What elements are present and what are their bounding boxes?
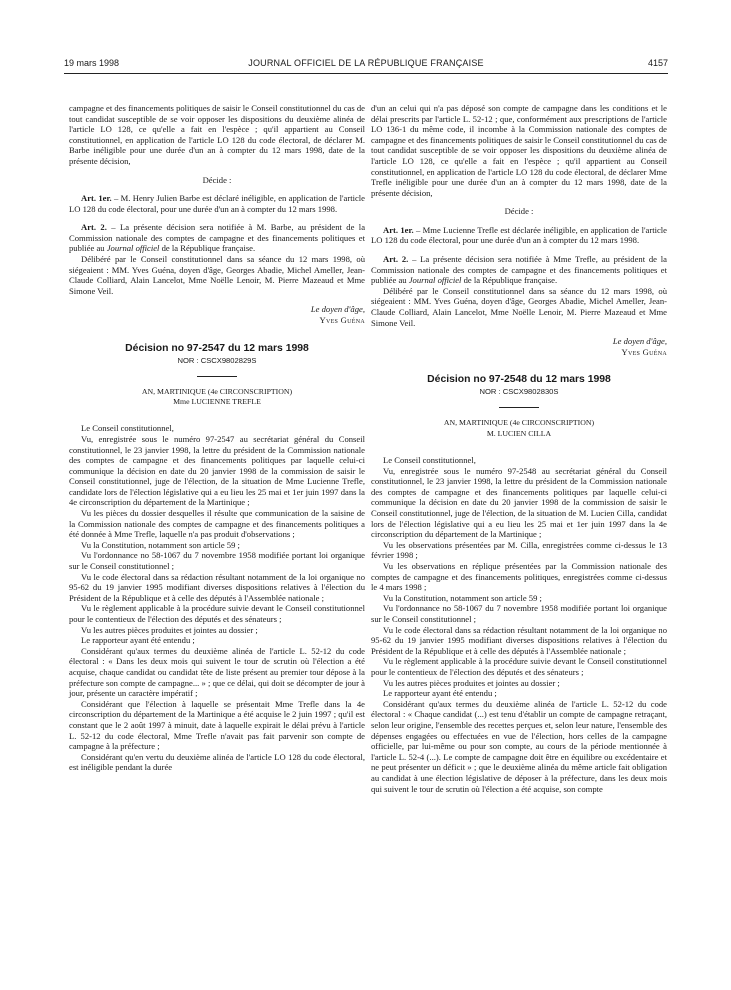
body-paragraph: Considérant que l'élection à laquelle se présentait Mme Trefle dans la 4e circonscription du département de la Martinique a été acquise le 2 juin 1997 ; qu'il est constant que le 2 août 1997 à minuit, date à laquelle expirait le délai prévu à l'article L. 52-12 du code électoral, Mme Trefle n'avait pas fait parvenir son compte de campagne à la préfecture ; — [69, 698, 365, 752]
header-date: 19 mars 1998 — [64, 58, 120, 68]
page-header — [64, 58, 668, 72]
circonscription: AN, MARTINIQUE (4e CIRCONSCRIPTION) — [141, 386, 293, 396]
article-2 — [371, 254, 667, 286]
candidate-name: M. LUCIEN CILLA — [486, 428, 552, 438]
article-2-journal: Journal officiel — [106, 243, 160, 254]
body-paragraph: Vu les observations en réplique présentées par la Commission nationale des comptes de campagne et des financements politiques, enregistrées comme ci-dessus le 4 mars 1998 ; — [371, 561, 667, 593]
body-paragraph: Vu la Constitution, notamment son article 59 ; — [81, 539, 240, 550]
article-2-label: Art. 2. — [383, 253, 409, 264]
body-paragraph: Vu, enregistrée sous le numéro 97-2547 au secrétariat général du Conseil constitutionnel, le 23 janvier 1998, la lettre du président de la Commission nationale des comptes de campagne et des financements politiques par laquelle celui-ci communique la décision en date du 20 janvier 1998 de la commission de saisir le Conseil constitutionnel, juge de l'élection, de la situation de Mme Lucienne Trefle, candidate lors de l'élection législative qui a eu lieu les 25 mai et 1er juin 1997 dans la 4e circonscription du département de la Martinique ; — [69, 433, 365, 508]
circonscription: AN, MARTINIQUE (4e CIRCONSCRIPTION) — [443, 418, 595, 428]
article-1 — [371, 225, 667, 246]
body-paragraph: Vu, enregistrée sous le numéro 97-2548 au secrétariat général du Conseil constitutionnel, le 23 janvier 1998, la lettre du président de la Commission nationale des comptes de campagne et des financements politiques par laquelle celui-ci communique la décision en date du 20 janvier 1998 de la commission de saisir le Conseil constitutionnel, juge de l'élection, de la situation de M. Lucien Cilla, candidat lors de l'élection législative qui a eu lieu les 25 mai et 1er juin 1997 dans la 4e circonscription du département de la Martinique ; — [371, 465, 667, 540]
article-2-journal: Journal officiel — [408, 275, 462, 286]
signature-title: Le doyen d'âge, — [612, 336, 667, 347]
article-2-text-b: de la République française. — [159, 243, 256, 254]
body-paragraph: Vu l'ordonnance no 58-1067 du 7 novembre 1958 modifiée portant loi organique sur le Conseil constitutionnel ; — [69, 550, 365, 572]
continuation-paragraph: d'un an celui qui n'a pas déposé son compte de campagne dans les conditions et le délai prescrits par l'article L. 52-12 ; que, conformément aux prescriptions de l'article LO 136-1 du même code, il incombe à la Commission nationale des comptes de campagne et des financements politiques de saisir le Conseil constitutionnel du cas de tout candidat susceptible de se voir opposer les dispositions du deuxième alinéa de l'article LO 128, ce qu'elle a fait en l'espèce ; qu'il appartient au Conseil constitutionnel, en application de l'article LO 128 du code électoral, de déclarer Mme Trefle inéligible pour une durée d'un an à compter du 12 mars 1998, date de la présente décision, — [371, 103, 667, 198]
continuation-paragraph: campagne et des financements politiques de saisir le Conseil constitutionnel du cas de tout candidat susceptible de se voir opposer les dispositions du deuxième alinéa de l'article LO 128, ce qu'elle a fait en l'espèce ; qu'il appartient au Conseil constitutionnel, en application de l'article LO 128 du code électoral, de déclarer M. Barbe inéligible pour une durée d'un an à compter du 12 mars 1998, date de la présente décision, — [69, 103, 365, 166]
body-paragraph: Considérant qu'aux termes du deuxième alinéa de l'article L. 52-12 du code électoral : « Dans les deux mois qui suivent le tour de scrutin où l'élection a été acquise, chaque candidat ou candidat tête de liste présent au premier tour dépose à la préfecture son compte de campagne... » ; que ce délai, qui doit se décompter de jour à jour, présente un caractère impératif ; — [69, 645, 365, 699]
header-rule — [64, 73, 668, 74]
decision-title: Décision no 97-2548 du 12 mars 1998 — [427, 374, 611, 386]
left-column — [69, 103, 365, 773]
separator — [499, 407, 539, 408]
body-paragraph: Vu la Constitution, notamment son article 59 ; — [383, 592, 542, 603]
article-2-text-b: de la République française. — [461, 275, 558, 286]
deliberation: Délibéré par le Conseil constitutionnel dans sa séance du 12 mars 1998, où siégeaient : MM. Yves Guéna, doyen d'âge, Georges Abadie, Michel Ameller, Jean-Claude Colliard, Alain Lancelot, Mme Noëlle Lenoir, M. Pierre Mazeaud et Mme Simone Veil. — [69, 253, 365, 296]
body-paragraph: Vu les pièces du dossier desquelles il résulte que communication de la saisine de la Commission nationale des comptes de campagne et des financements politiques a été donnée à Mme Trefle, laquelle n'a pas produit d'observations ; — [69, 508, 365, 540]
article-1-label: Art. 1er. — [81, 192, 112, 203]
deliberation: Délibéré par le Conseil constitutionnel dans sa séance du 12 mars 1998, où siégeaient : MM. Yves Guéna, doyen d'âge, Georges Abadie, Michel Ameller, Jean-Claude Colliard, Alain Lancelot, Mme Noëlle Lenoir, M. Pierre Mazeaud et Mme Simone Veil. — [371, 285, 667, 328]
body-paragraph: Vu les autres pièces produites et jointes au dossier ; — [383, 677, 560, 688]
body-paragraph: Le rapporteur ayant été entendu ; — [383, 688, 497, 699]
decision-title: Décision no 97-2547 du 12 mars 1998 — [125, 342, 309, 354]
body-paragraph: Le rapporteur ayant été entendu ; — [81, 635, 195, 646]
decision-body — [371, 455, 667, 794]
decide-heading: Décide : — [202, 174, 232, 185]
article-1 — [69, 193, 365, 214]
body-paragraph: Le Conseil constitutionnel, — [81, 423, 174, 434]
body-paragraph: Vu le code électoral dans sa rédaction résultant notamment de la loi organique no 95-62 du 19 janvier 1995 modifiant diverses dispositions relatives à l'élection du Président de la République et à celle des députés à l'Assemblée nationale ; — [371, 624, 667, 656]
article-1-text: – M. Henry Julien Barbe est déclaré inéligible, en application de l'article LO 128 du code électoral, pour une durée d'un an à compter du 12 mars 1998. — [69, 192, 366, 214]
article-2-label: Art. 2. — [81, 222, 107, 233]
right-column — [371, 103, 667, 794]
body-paragraph: Le Conseil constitutionnel, — [383, 455, 476, 466]
nor-reference: NOR : CSCX9802830S — [479, 387, 559, 397]
body-paragraph: Considérant qu'en vertu du deuxième alinéa de l'article LO 128 du code électoral, est inéligible pendant la durée — [69, 751, 365, 773]
candidate-name: Mme LUCIENNE TREFLE — [173, 396, 261, 406]
separator — [197, 376, 237, 377]
nor-reference: NOR : CSCX9802829S — [177, 355, 257, 365]
article-2 — [69, 222, 365, 254]
header-title: JOURNAL OFFICIEL DE LA RÉPUBLIQUE FRANÇAISE — [248, 58, 484, 68]
decision-body — [69, 423, 365, 773]
decide-heading: Décide : — [504, 206, 534, 217]
signature-name: Yves Guéna — [319, 314, 365, 325]
body-paragraph: Vu les observations présentées par M. Cilla, enregistrées comme ci-dessus le 13 février 1998 ; — [371, 539, 667, 561]
article-2-text-a: – La présente décision sera notifiée à Mme Trefle, au président de la Commission nationale des comptes de campagne et des financements politiques et publiée au — [371, 253, 667, 286]
body-paragraph: Vu les autres pièces produites et jointes au dossier ; — [81, 624, 258, 635]
signature-name: Yves Guéna — [621, 346, 667, 357]
header-page-number: 4157 — [647, 58, 668, 68]
body-paragraph: Vu l'ordonnance no 58-1067 du 7 novembre 1958 modifiée portant loi organique sur le Conseil constitutionnel ; — [371, 603, 667, 624]
body-paragraph: Vu le règlement applicable à la procédure suivie devant le Conseil constitutionnel pour le contentieux de l'élection des députés et des sénateurs ; — [69, 603, 365, 624]
article-2-text-a: – La présente décision sera notifiée à M. Barbe, au président de la Commission nationale des comptes de campagne et des financements politiques et publiée au — [69, 222, 366, 254]
signature-title: Le doyen d'âge, — [310, 304, 365, 315]
body-paragraph: Vu le règlement applicable à la procédure suivie devant le Conseil constitutionnel pour le contentieux de l'élection des députés et des sénateurs ; — [371, 656, 667, 677]
body-paragraph: Considérant qu'aux termes du deuxième alinéa de l'article L. 52-12 du code électoral : « Chaque candidat (...) est tenu d'établir un compte de campagne retraçant, selon leur origine, l'ensemble des recettes perçues et, selon leur nature, l'ensemble des dépenses engagées ou effectuées en vue de l'élection, hors celles de la campagne officielle, par lui-même ou pour son compte, au cours de la période mentionnée à l'article L. 52-4 (...). Le compte de campagne doit être en équilibre ou excédentaire et ne peut présenter un déficit » ; que le deuxième alinéa du même article fait obligation au candidat à une élection législative de déposer à la préfecture, dans les deux mois qui suivent le tour de scrutin où l'élection a été acquise, son compte — [371, 698, 667, 794]
body-paragraph: Vu le code électoral dans sa rédaction résultant notamment de la loi organique no 95-62 du 19 janvier 1995 modifiant diverses dispositions relatives à l'élection du Président de la République et à celle des députés à l'Assemblée nationale ; — [69, 571, 365, 603]
article-1-label: Art. 1er. — [383, 224, 414, 235]
article-1-text: – Mme Lucienne Trefle est déclarée inéligible, en application de l'article LO 128 du code électoral, pour une durée d'un an à compter du 12 mars 1998. — [371, 224, 667, 246]
